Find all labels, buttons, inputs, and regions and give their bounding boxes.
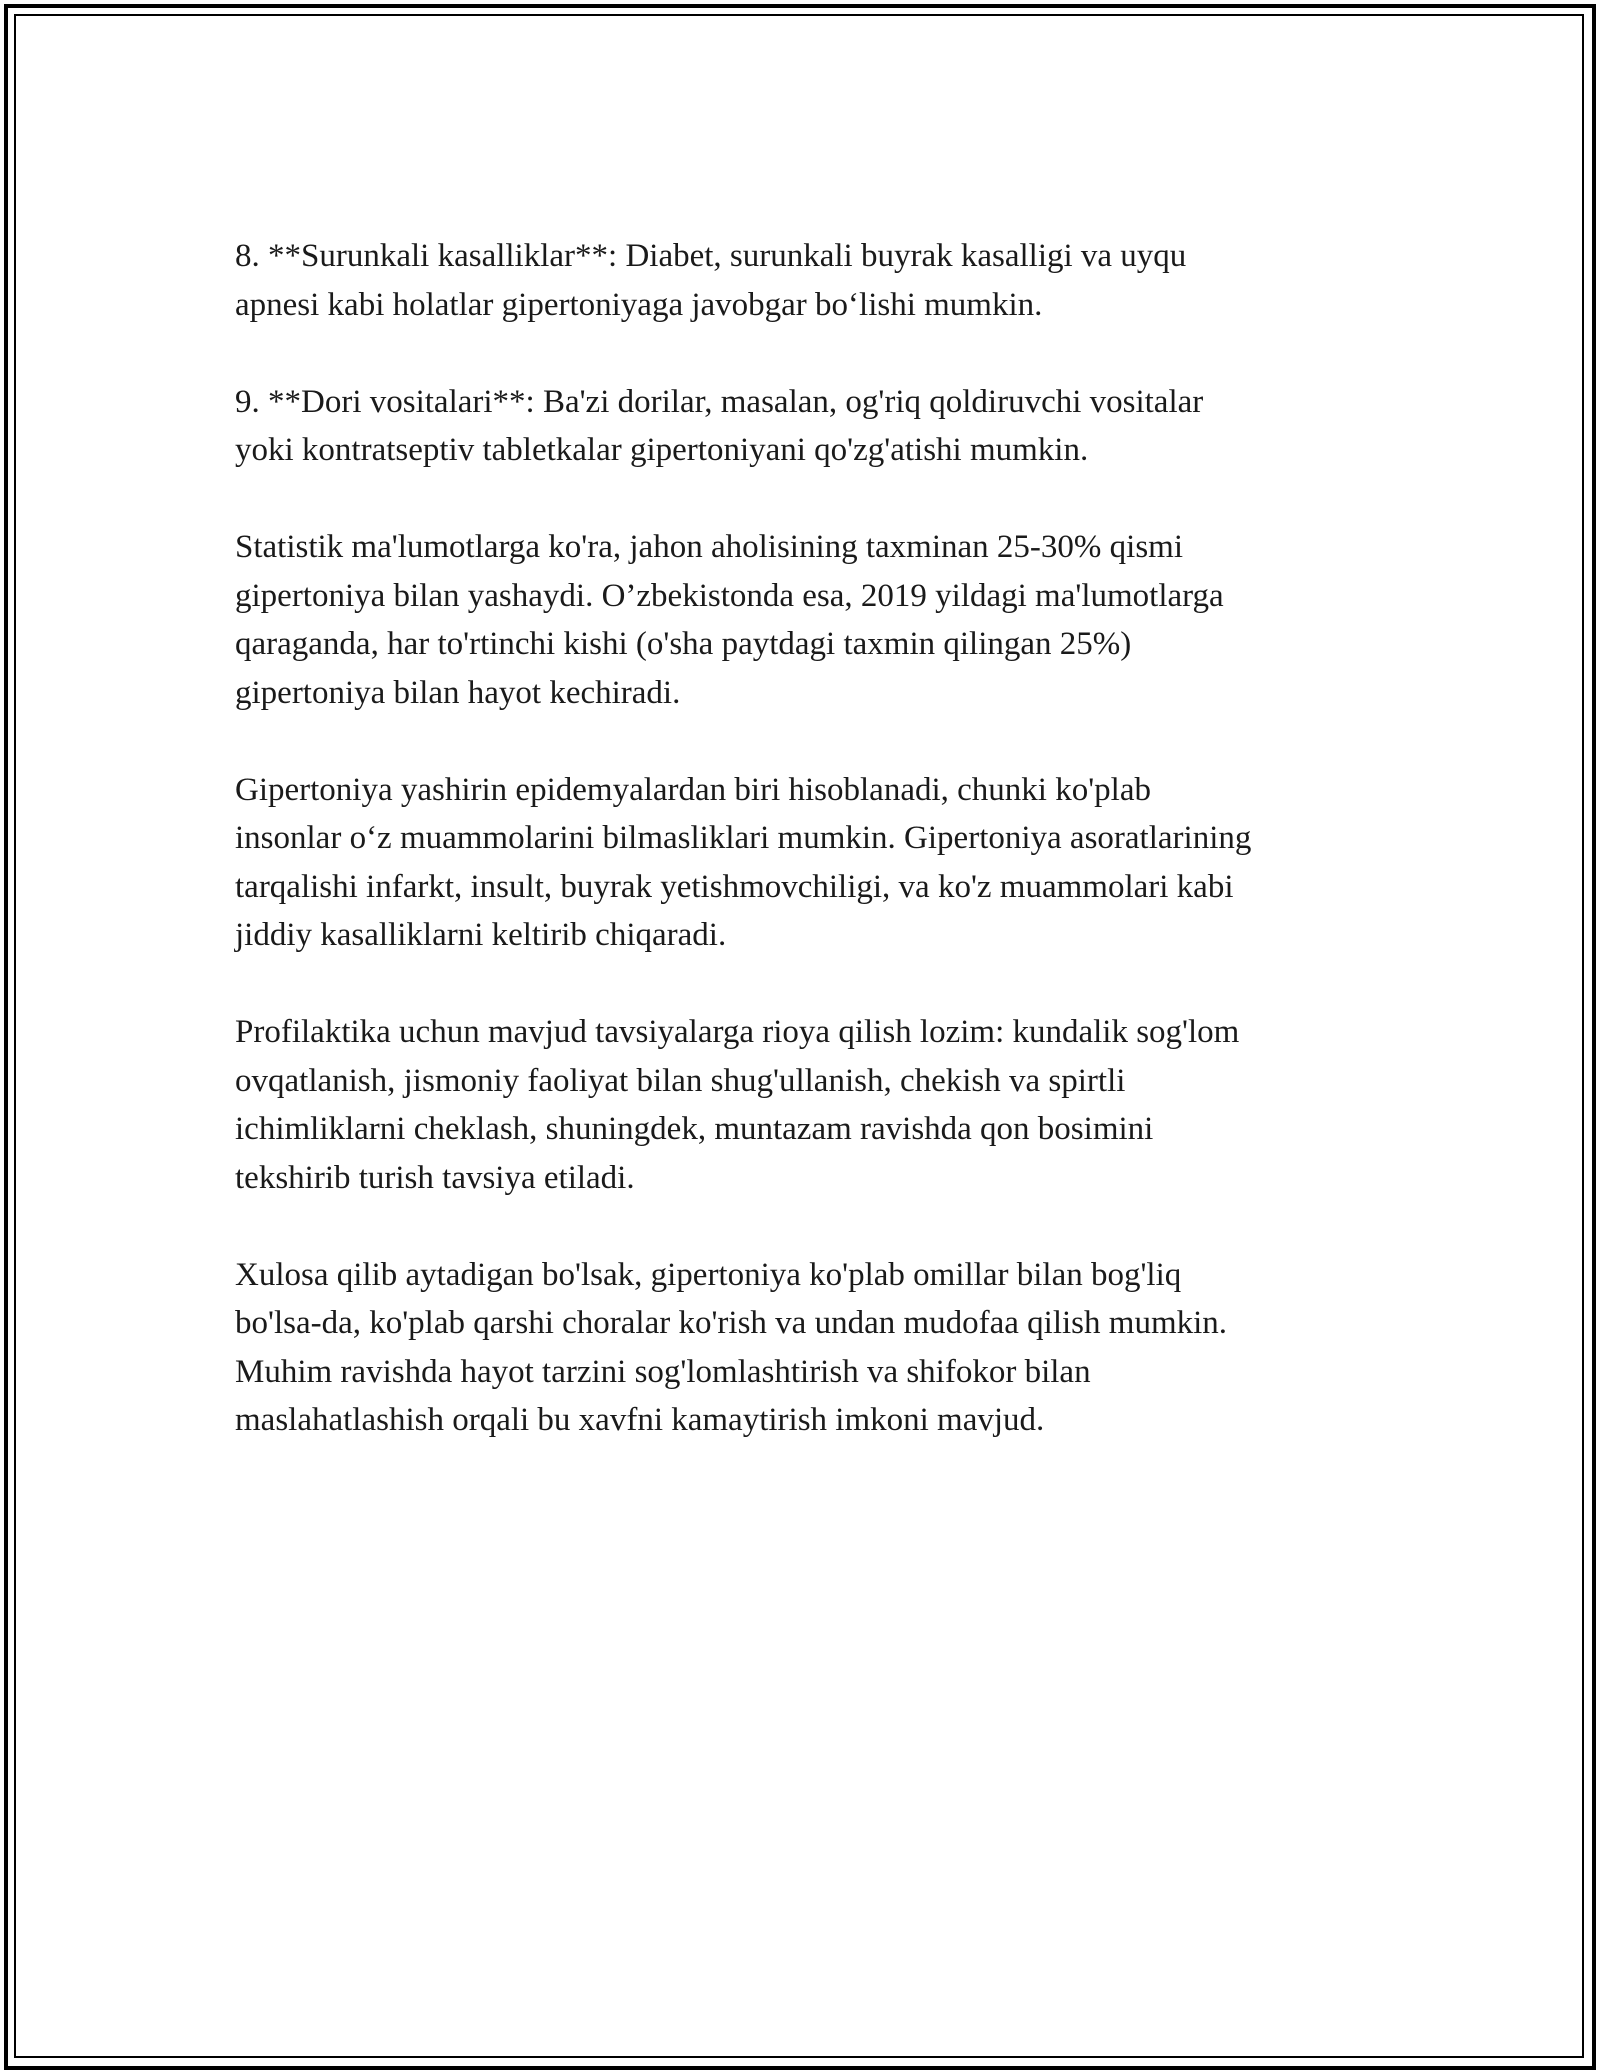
paragraph-hidden-epidemic [235,766,1385,960]
text-line: ichimliklarni cheklash, shuningdek, muntazam ravishda qon bosimini [235,1111,1154,1147]
text-line: Profilaktika uchun mavjud tavsiyalarga rioya qilish lozim: kundalik sog'lom [235,1014,1240,1050]
text-line: maslahatlashish orqali bu xavfni kamaytirish imkoni mavjud. [235,1402,1045,1438]
text-line: gipertoniya bilan hayot kechiradi. [235,674,681,711]
text-line: qaraganda, har to'rtinchi kishi (o'sha paytdagi taxmin qilingan 25%) [235,626,1132,662]
text-line: Xulosa qilib aytadigan bo'lsak, gipertoniya ko'plab omillar bilan bog'liq [235,1256,1182,1293]
text-line: Statistik ma'lumotlarga ko'ra, jahon aholisining taxminan 25-30% qismi [235,529,1183,565]
text-line: apnesi kabi holatlar gipertoniyaga javobgar bo‘lishi mumkin. [235,286,1043,323]
text-line: Gipertoniya yashirin epidemyalardan biri hisoblanadi, chunki ko'plab [235,771,1151,808]
text-line: 9. **Dori vositalari**: Ba'zi dorilar, masalan, og'riq qoldiruvchi vositalar [235,383,1204,420]
text-line: insonlar o‘z muammolarini bilmasliklari mumkin. Gipertoniya asoratlarining [235,820,1252,856]
text-line: bo'lsa-da, ko'plab qarshi choralar ko'rish va undan mudofaa qilish mumkin. [235,1305,1228,1341]
text-line: Muhim ravishda hayot tarzini sog'lomlashtirish va shifokor bilan [235,1353,1091,1390]
text-line: tarqalishi infarkt, insult, buyrak yetishmovchiligi, va ko'z muammolari kabi [235,868,1234,905]
text-line: jiddiy kasalliklarni keltirib chiqaradi. [235,917,727,953]
document-body [235,232,1385,1493]
text-line: 8. **Surunkali kasalliklar**: Diabet, surunkali buyrak kasalligi va uyqu [235,238,1187,274]
paragraph-prevention [235,1008,1385,1202]
paragraph-conclusion [235,1251,1385,1445]
text-line: ovqatlanish, jismoniy faoliyat bilan shug'ullanish, chekish va spirtli [235,1062,1126,1099]
text-line: tekshirib turish tavsiya etiladi. [235,1159,635,1196]
paragraph-chronic-diseases [235,232,1385,329]
text-line: yoki kontratseptiv tabletkalar gipertoniyani qo'zg'atishi mumkin. [235,432,1089,468]
paragraph-statistics [235,523,1385,717]
paragraph-medications [235,378,1385,475]
text-line: gipertoniya bilan yashaydi. O’zbekistonda esa, 2019 yildagi ma'lumotlarga [235,577,1224,614]
